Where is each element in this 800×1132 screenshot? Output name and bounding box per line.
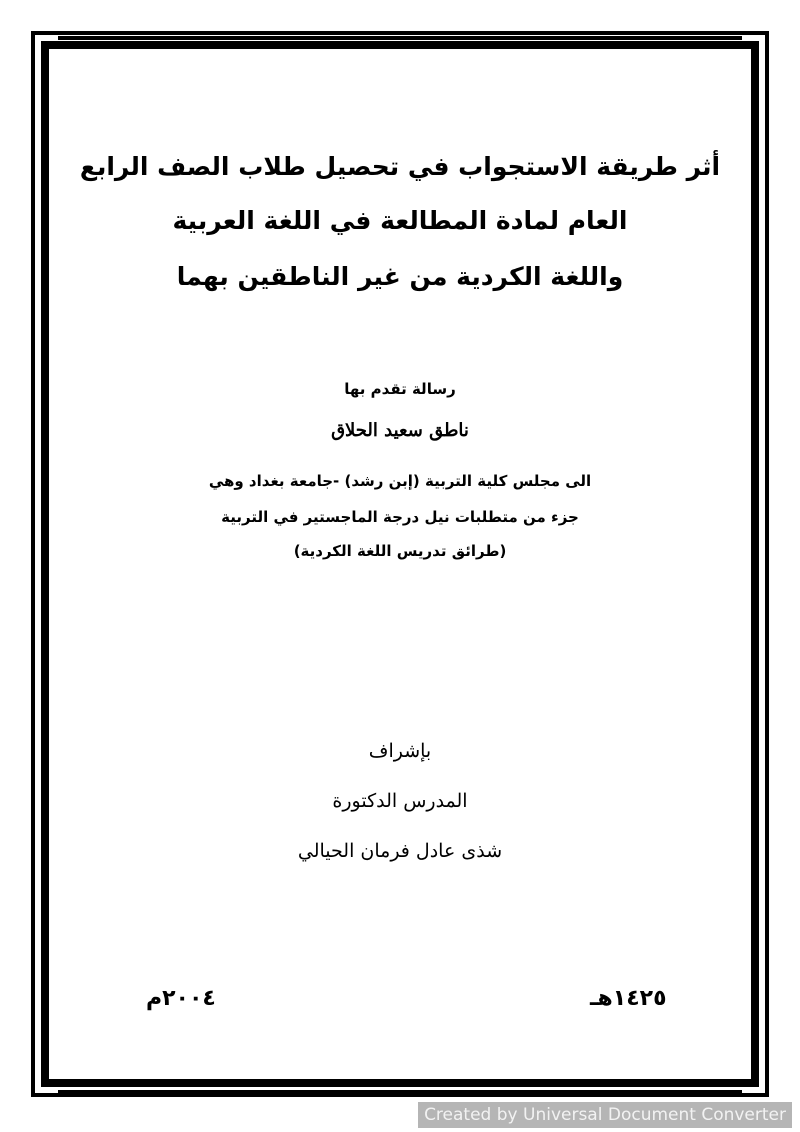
specialty-line: (طرائق تدريس اللغة الكردية) xyxy=(293,542,507,560)
supervisor-rank: المدرس الدكتورة xyxy=(332,790,468,812)
page-border-inner xyxy=(41,41,759,1087)
supervision-heading: بإشراف xyxy=(368,740,432,762)
thesis-title-line-1: أثر طريقة الاستجواب في تحصيل طلاب الصف الرابع xyxy=(79,152,721,181)
council-line: الى مجلس كلية التربية (إبن رشد) -جامعة بغداد وهي xyxy=(208,472,592,490)
author-name: ناطق سعيد الحلاق xyxy=(331,420,469,441)
thesis-title-line-3: واللغة الكردية من غير الناطقين بهما xyxy=(176,262,624,291)
border-rule-bottom xyxy=(58,1090,742,1094)
supervisor-name: شذى عادل فرمان الحيالي xyxy=(297,840,503,862)
thesis-title-line-2: العام لمادة المطالعة في اللغة العربية xyxy=(172,206,628,235)
converter-watermark: Created by Universal Document Converter xyxy=(418,1102,792,1128)
border-rule-top xyxy=(58,36,742,40)
submitted-by-label: رسالة تقدم بها xyxy=(344,380,456,398)
gregorian-date: ٢٠٠٤م xyxy=(146,986,216,1011)
degree-line: جزء من متطلبات نيل درجة الماجستير في التربية xyxy=(221,508,579,526)
hijri-date: ١٤٢٥هـ xyxy=(590,986,667,1011)
